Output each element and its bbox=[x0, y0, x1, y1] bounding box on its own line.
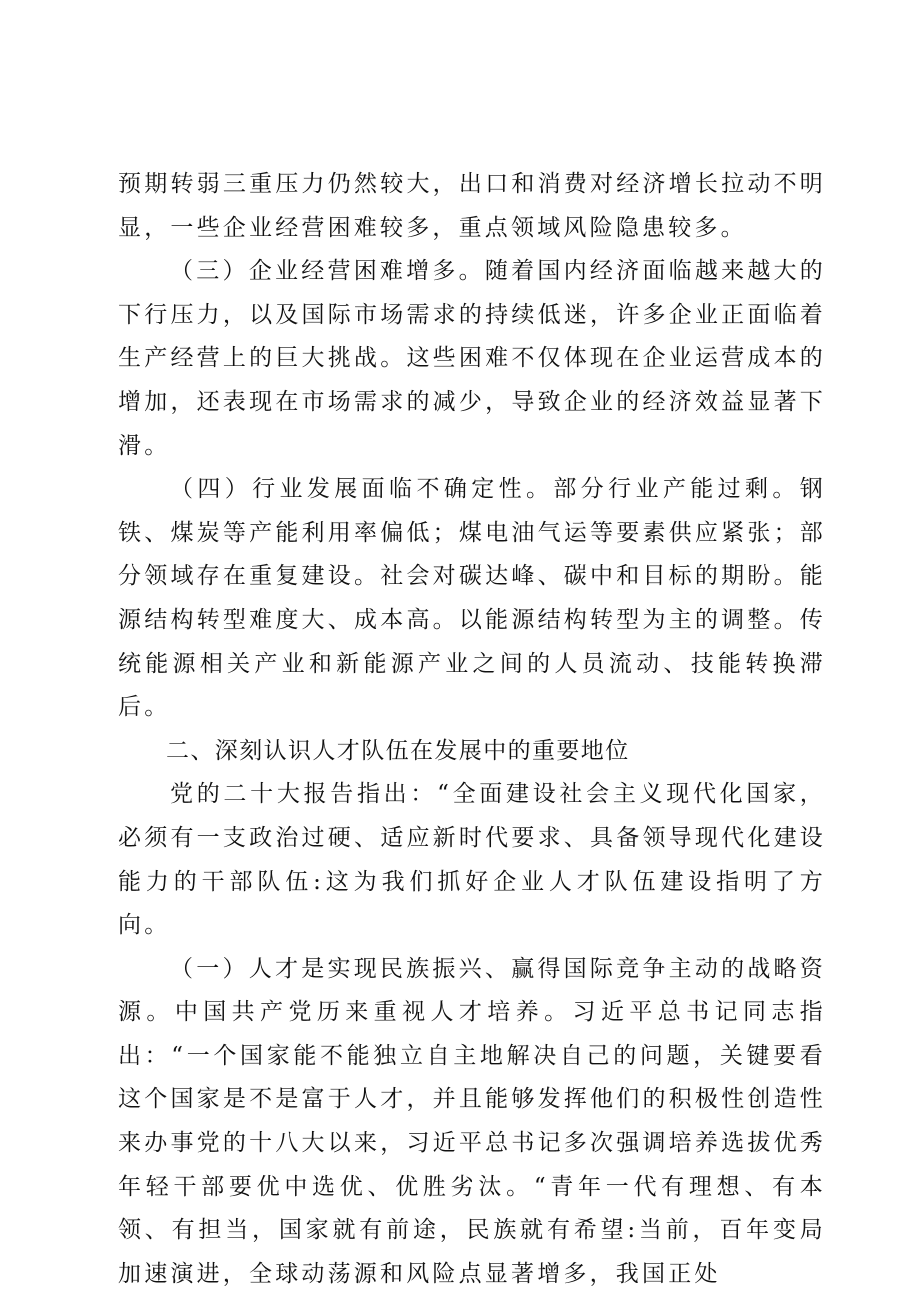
document-body bbox=[118, 163, 826, 1296]
paragraph-continuation: 预期转弱三重压力仍然较大，出口和消费对经济增长拉动不明显，一些企业经营困难较多，重点领域风险隐患较多。 bbox=[118, 171, 826, 241]
paragraph-party-report: 党的二十大报告指出：“全面建设社会主义现代化国家，必须有一支政治过硬、适应新时代要求、具备领导现代化建设能力的干部队伍:这为我们抓好企业人才队伍建设指明了方向。 bbox=[118, 781, 826, 939]
paragraph-industry-uncertainty: （四）行业发展面临不确定性。部分行业产能过剩。钢铁、煤炭等产能利用率偏低；煤电油气运等要素供应紧张；部分领域存在重复建设。社会对碳达峰、碳中和目标的期盼。能源结构转型难度大、成本高。以能源结构转型为主的调整。传统能源相关产业和新能源产业之间的人员流动、技能转换滞后。 bbox=[118, 476, 826, 721]
paragraph-talent-resource: （一）人才是实现民族振兴、赢得国际竞争主动的战略资源。中国共产党历来重视人才培养。习近平总书记同志指出：“一个国家能不能独立自主地解决自己的问题，关键要看这个国家是不是富于人才，并且能够发挥他们的积极性创造性来办事党的十八大以来，习近平总书记多次强调培养选拔优秀年轻干部要优中选优、优胜劣汰。“青年一代有理想、有本领、有担当，国家就有前途，民族就有希望:当前，百年变局加速演进，全球动荡源和风险点显著增多，我国正处 bbox=[118, 955, 826, 1287]
section-heading: 二、深刻认识人才队伍在发展中的重要地位 bbox=[166, 737, 630, 764]
paragraph-enterprise-difficulties: （三）企业经营困难增多。随着国内经济面临越来越大的下行压力，以及国际市场需求的持续低迷，许多企业正面临着生产经营上的巨大挑战。这些困难不仅体现在企业运营成本的增加，还表现在市场需求的减少，导致企业的经济效益显著下滑。 bbox=[118, 258, 826, 459]
